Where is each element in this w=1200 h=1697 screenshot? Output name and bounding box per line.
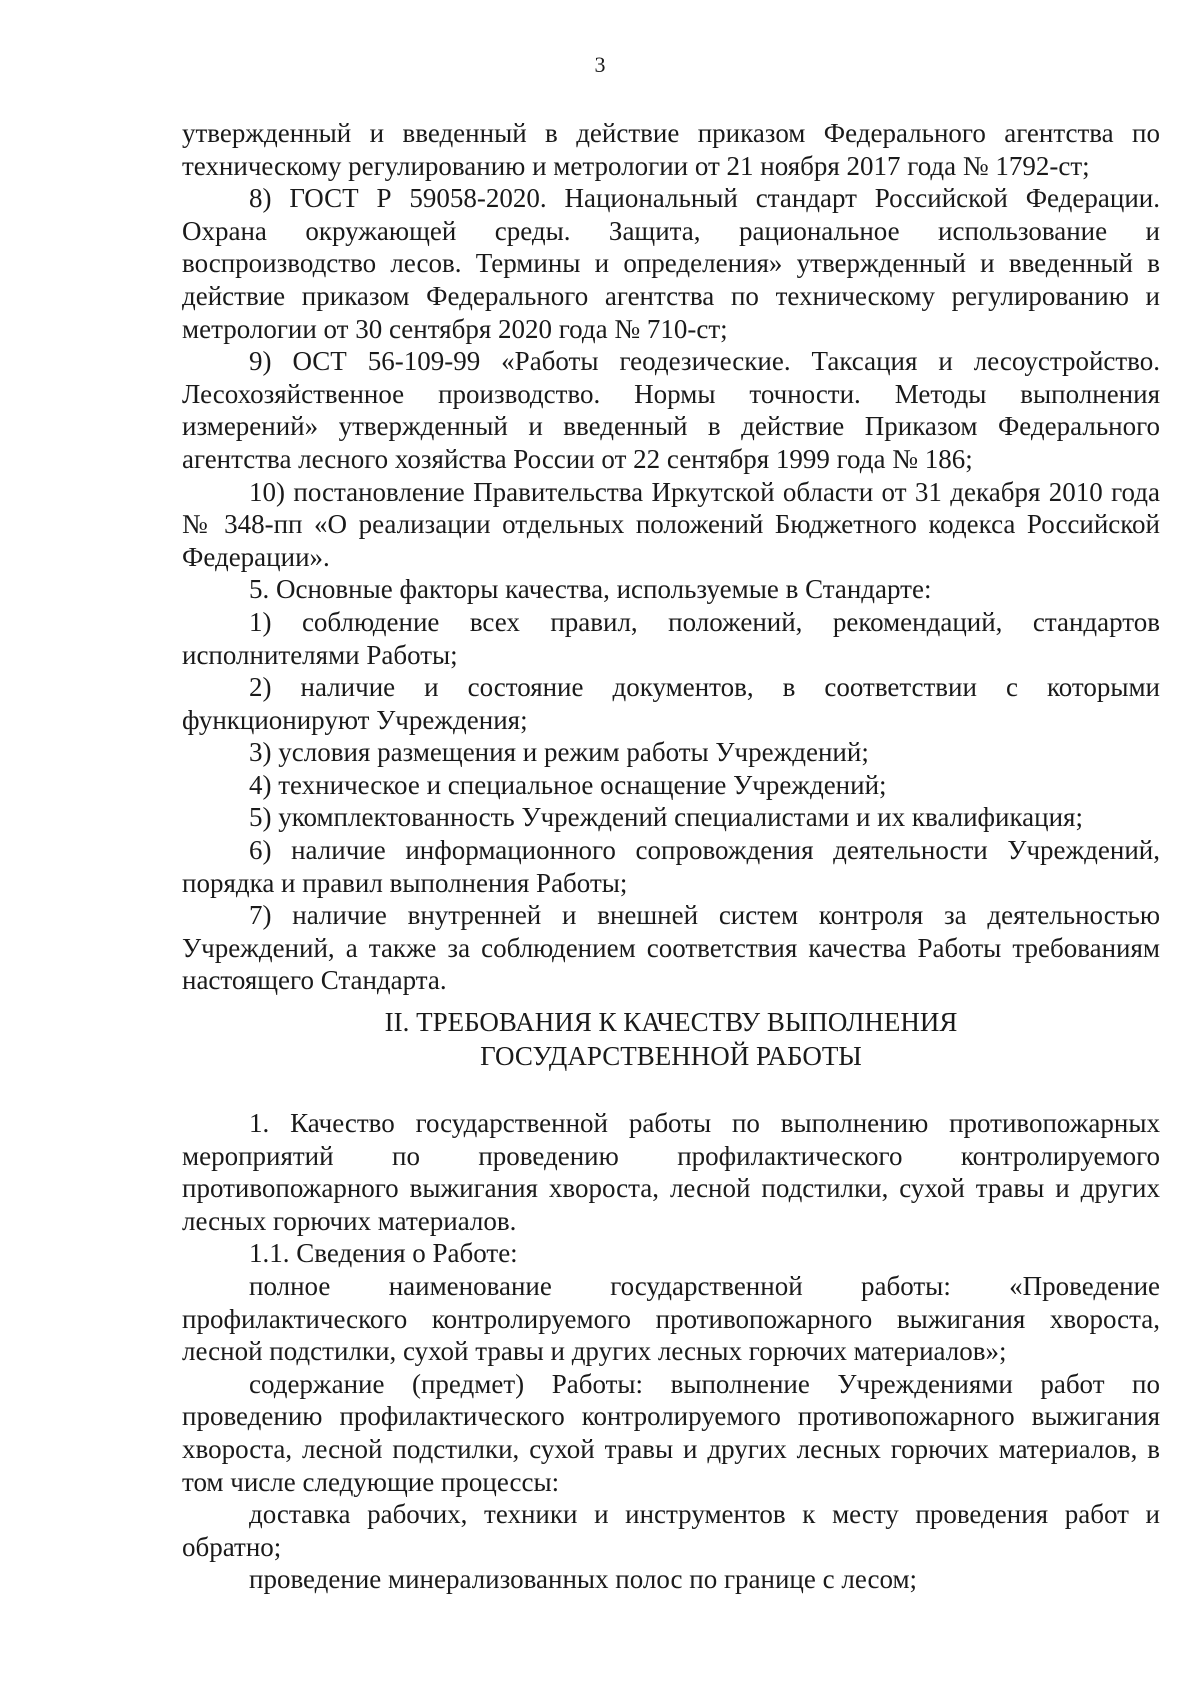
section-heading — [182, 1005, 1160, 1073]
list-item-10-resolution: 10) постановление Правительства Иркутской области от 31 декабря 2010 года № 348-пп «О реализации отдельных положений Бюджетного кодекса Российской Федерации». — [182, 476, 1160, 572]
factor-item-2: 2) наличие и состояние документов, в соответствии с которыми функционируют Учреждения; — [182, 672, 1160, 735]
page-number: 3 — [594, 52, 606, 77]
section-heading-line-1: II. ТРЕБОВАНИЯ К КАЧЕСТВУ ВЫПОЛНЕНИЯ — [384, 1007, 958, 1038]
process-mineralized-strips: проведение минерализованных полос по границе с лесом; — [249, 1564, 918, 1595]
work-content: содержание (предмет) Работы: выполнение Учреждениями работ по проведению профилактического контролируемого противопожарного выжигания хвороста, лесной подстилки, сухой травы и других лесных горючих материалов, в том числе следующие процессы: — [182, 1368, 1160, 1497]
clause-1-1-work-info: 1.1. Сведения о Работе: — [249, 1238, 518, 1269]
heading-spacer — [182, 1073, 1160, 1107]
factor-item-3: 3) условия размещения и режим работы Учреждений; — [249, 737, 869, 768]
clause-5-quality-factors: 5. Основные факторы качества, используемые в Стандарте: — [249, 574, 932, 605]
work-full-name: полное наименование государственной работы: «Проведение профилактического контролируемого противопожарного выжигания хвороста, лесной подстилки, сухой травы и других лесных горючих материалов»; — [182, 1271, 1160, 1367]
process-delivery: доставка рабочих, техники и инструментов к месту проведения работ и обратно; — [182, 1499, 1160, 1562]
section-heading-line-2: ГОСУДАРСТВЕННОЙ РАБОТЫ — [480, 1041, 862, 1072]
factor-item-7: 7) наличие внутренней и внешней систем контроля за деятельностью Учреждений, а также за соблюдением соответствия качества Работы требованиям настоящего Стандарта. — [182, 900, 1160, 996]
factor-item-6: 6) наличие информационного сопровождения деятельности Учреждений, порядка и правил выполнения Работы; — [182, 835, 1160, 898]
factor-item-4: 4) техническое и специальное оснащение Учреждений; — [249, 769, 887, 800]
list-item-9-ost: 9) ОСТ 56-109-99 «Работы геодезические. Таксация и лесоустройство. Лесохозяйственное производство. Нормы точности. Методы выполнения измерений» утвержденный и введенный в действие Приказом Федерального агентства лесного хозяйства России от 22 сентября 1999 года № 186; — [182, 346, 1160, 474]
clause-1-quality: 1. Качество государственной работы по выполнению противопожарных мероприятий по проведению профилактического контролируемого противопожарного выжигания хвороста, лесной подстилки, сухой травы и других лесных горючих материалов. — [182, 1108, 1160, 1236]
factor-item-1: 1) соблюдение всех правил, положений, рекомендаций, стандартов исполнителями Работы; — [182, 606, 1160, 670]
list-item-8-gost: 8) ГОСТ Р 59058-2020. Национальный стандарт Российской Федерации. Охрана окружающей среды. Защита, рациональное использование и воспроизводство лесов. Термины и определения» утвержденный и введенный в действие приказом Федерального агентства по техническому регулированию и метрологии от 30 сентября 2020 года № 710-ст; — [182, 183, 1160, 344]
document-body — [182, 117, 1160, 1596]
factor-item-5: 5) укомплектованность Учреждений специалистами и их квалификация; — [249, 802, 1083, 833]
paragraph-continuation: утвержденный и введенный в действие приказом Федерального агентства по техническому регулированию и метрологии от 21 ноября 2017 года № 1792-ст; — [182, 118, 1160, 181]
